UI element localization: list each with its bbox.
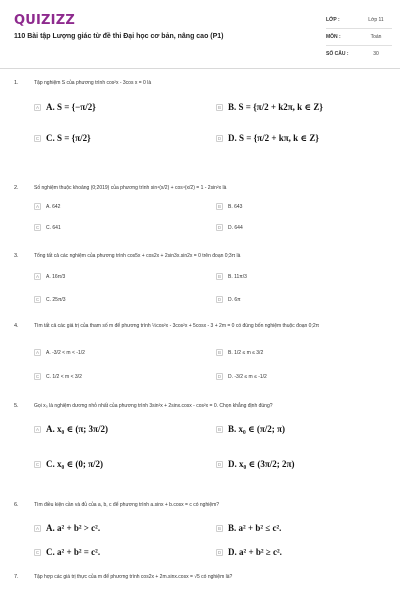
option-text: A. -3/2 < m < -1/2 [46,349,85,356]
quizizz-logo: QUIZIZZ [14,13,75,28]
option-letter-box: B [217,427,221,432]
question-number: 3. [14,253,19,259]
answer-option-b[interactable] [216,273,247,280]
option-letter-box: A [35,350,39,355]
option-text: D. S = {π/2 + kπ, k ∈ Z} [228,133,319,143]
option-letter-box: A [35,427,39,432]
option-letter-box: D [217,462,222,467]
answer-option-b[interactable] [216,424,285,435]
answer-option-b[interactable] [216,349,263,356]
option-letter-box: C [35,549,40,555]
option-letter-box: C [35,135,40,141]
option-text: C. a² + b² = c². [46,547,101,557]
question-number: 2. [14,185,19,191]
option-text: B. a² + b² ≤ c². [228,523,282,533]
option-text: D. 644 [228,224,243,231]
option-letter-box: B [217,525,221,531]
answer-option-a[interactable] [34,203,60,210]
answer-option-c[interactable] [34,133,91,143]
answer-option-a[interactable] [34,273,65,280]
option-letter-box: B [217,105,221,110]
option-text: D. -3/2 ≤ m ≤ -1/2 [228,373,267,380]
meta-value: Toán [370,34,382,40]
option-text: A. a² + b² > c². [46,523,101,533]
option-letter-box: D [217,549,222,555]
answer-option-a[interactable] [34,424,108,435]
option-letter-box: C [35,297,40,302]
meta-key: SỐ CÂU : [326,51,349,57]
option-text: B. 1/2 ≤ m ≤ 3/2 [228,349,264,356]
answer-option-a[interactable] [34,523,100,533]
answer-option-c[interactable] [34,459,103,470]
question-text: Tổng tất cả các nghiệm của phương trình cos5x + cos2x + 2sin3x.sin2x = 0 trên đoạn 0;3π là [34,253,241,259]
option-text: D. x₀ ∈ (3π/2; 2π) [228,459,295,469]
question-text: Tìm điều kiện cần và đủ của a, b, c để phương trình a.sinx + b.cosx = c có nghiệm? [34,502,220,508]
option-letter-box: A [35,274,39,279]
option-letter-box: A [35,525,39,531]
option-letter-box: B [217,274,221,279]
question-text: Số nghiệm thuộc khoảng (0;2019) của phương trình sin⁴(x/2) + cos⁴(x/2) = 1 - 2sin²x là [34,185,227,191]
option-text: A. x₀ ∈ (π; 3π/2) [46,424,108,434]
meta-key: LỚP : [326,17,340,23]
meta-row-count [326,46,392,62]
option-letter-box: C [35,225,40,230]
answer-option-a[interactable] [34,349,85,356]
option-text: B. 11π/3 [228,273,247,280]
answer-option-d[interactable] [216,296,241,303]
meta-table [326,12,392,62]
question-number: 4. [14,323,19,329]
meta-value: 30 [373,51,379,57]
answer-option-b[interactable] [216,523,281,533]
option-letter-box: D [217,225,222,230]
option-text: D. 6π [228,296,241,303]
document-title: 110 Bài tập Lượng giác từ đề thi Đại học cơ bản, nâng cao (P1) [14,33,224,40]
answer-option-d[interactable] [216,459,294,470]
option-text: C. 1/2 < m < 3/2 [46,373,82,380]
page-header [0,0,400,68]
option-text: A. 16π/3 [46,273,66,280]
question-text: Tìm tất cả các giá trị của tham số m để phương trình ½cos²x - 3cos²x + 5cosx - 3 + 2m = 0 có đúng bốn nghiệm thuộc đoạn 0;2π [34,323,320,329]
answer-option-c[interactable] [34,296,66,303]
answer-option-d[interactable] [216,133,319,144]
option-letter-box: C [35,374,40,379]
answer-option-a[interactable] [34,102,96,112]
option-text: A. S = {−π/2} [46,102,96,112]
question-text: Gọi x₀ là nghiệm dương nhỏ nhất của phương trình 3sin²x + 2sinx.cosx - cos²x = 0. Chọn khẳng định đúng? [34,403,273,409]
option-letter-box: D [217,374,222,379]
question-number: 5. [14,403,19,409]
option-text: C. S = {π/2} [46,133,91,143]
option-text: B. 643 [228,203,243,210]
answer-option-c[interactable] [34,547,100,557]
option-text: C. 641 [46,224,61,231]
question-number: 6. [14,502,19,508]
question-text: Tập hợp các giá trị thực của m để phương trình cos2x + 2m.sinx.cosx = √5 có nghiệm là? [34,574,233,580]
option-letter-box: A [35,104,39,110]
meta-key: MÔN : [326,34,341,40]
answer-option-d[interactable] [216,224,243,231]
answer-option-c[interactable] [34,373,82,380]
option-text: C. x₀ ∈ (0; π/2) [46,459,104,469]
option-letter-box: D [217,136,222,141]
option-text: B. S = {π/2 + k2π, k ∈ Z} [228,102,323,112]
option-text: A. 642 [46,203,61,210]
meta-row-subject [326,29,392,46]
option-letter-box: D [217,297,222,302]
option-letter-box: C [35,462,40,467]
question-number: 1. [14,80,19,86]
header-divider [0,68,400,69]
option-text: C. 25π/3 [46,296,66,303]
option-letter-box: B [217,350,221,355]
option-letter-box: B [217,204,221,209]
answer-option-c[interactable] [34,224,61,231]
option-letter-box: A [35,204,39,209]
answer-option-b[interactable] [216,102,323,113]
question-text: Tập nghiệm S của phương trình cos²x - 3cos x = 0 là [34,80,152,86]
meta-value: Lớp 11 [368,17,384,23]
answer-option-b[interactable] [216,203,242,210]
answer-option-d[interactable] [216,373,267,380]
option-text: D. a² + b² ≥ c². [228,547,282,557]
answer-option-d[interactable] [216,547,282,557]
option-text: B. x₀ ∈ (π/2; π) [228,424,285,434]
question-number: 7. [14,574,19,580]
meta-row-class [326,12,392,29]
